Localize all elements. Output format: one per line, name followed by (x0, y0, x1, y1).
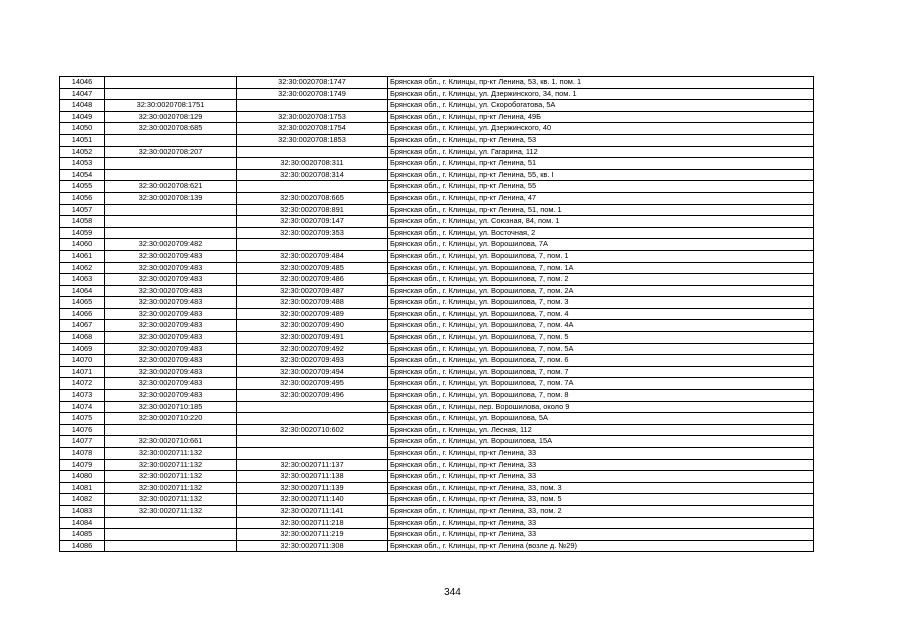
land-cadastral-number-cell (105, 529, 237, 541)
row-number-cell: 14049 (60, 111, 105, 123)
address-cell: Брянская обл., г. Клинцы, ул. Ворошилова, 7, пом. 4 (388, 308, 814, 320)
row-number-cell: 14075 (60, 413, 105, 425)
object-cadastral-number-cell: 32:30:0020711:137 (237, 459, 388, 471)
object-cadastral-number-cell: 32:30:0020709:489 (237, 308, 388, 320)
address-cell: Брянская обл., г. Клинцы, пр-кт Ленина, 47 (388, 192, 814, 204)
address-cell: Брянская обл., г. Клинцы, ул. Ворошилова, 7, пом. 8 (388, 390, 814, 402)
row-number-cell: 14079 (60, 459, 105, 471)
row-number-cell: 14068 (60, 332, 105, 344)
table-row (60, 169, 814, 181)
address-cell: Брянская обл., г. Клинцы, пр-кт Ленина, 55, кв. I (388, 169, 814, 181)
address-cell: Брянская обл., г. Клинцы, пр-кт Ленина, 33, пом. 3 (388, 482, 814, 494)
table-row (60, 320, 814, 332)
address-cell: Брянская обл., г. Клинцы, ул. Гагарина, 112 (388, 146, 814, 158)
address-cell: Брянская обл., г. Клинцы, ул. Ворошилова, 7, пом. 7 (388, 366, 814, 378)
table-row (60, 529, 814, 541)
row-number-cell: 14070 (60, 355, 105, 367)
table-row (60, 413, 814, 425)
object-cadastral-number-cell: 32:30:0020711:218 (237, 517, 388, 529)
land-cadastral-number-cell: 32:30:0020711:132 (105, 482, 237, 494)
row-number-cell: 14064 (60, 285, 105, 297)
object-cadastral-number-cell: 32:30:0020708:314 (237, 169, 388, 181)
address-cell: Брянская обл., г. Клинцы, ул. Дзержинского, 34, пом. 1 (388, 88, 814, 100)
table-row (60, 262, 814, 274)
row-number-cell: 14055 (60, 181, 105, 193)
table-row (60, 517, 814, 529)
land-cadastral-number-cell: 32:30:0020708:207 (105, 146, 237, 158)
land-cadastral-number-cell: 32:30:0020708:129 (105, 111, 237, 123)
row-number-cell: 14065 (60, 297, 105, 309)
address-cell: Брянская обл., г. Клинцы, ул. Ворошилова, 7, пом. 3 (388, 297, 814, 309)
address-cell: Брянская обл., г. Клинцы, пр-кт Ленина, 53 (388, 134, 814, 146)
address-cell: Брянская обл., г. Клинцы, пр-кт Ленина (возле д. №29) (388, 540, 814, 552)
table-row (60, 158, 814, 170)
land-cadastral-number-cell (105, 216, 237, 228)
address-cell: Брянская обл., г. Клинцы, пр-кт Ленина, 55 (388, 181, 814, 193)
object-cadastral-number-cell: 32:30:0020711:138 (237, 471, 388, 483)
row-number-cell: 14072 (60, 378, 105, 390)
table-row (60, 505, 814, 517)
table-row (60, 181, 814, 193)
row-number-cell: 14084 (60, 517, 105, 529)
row-number-cell: 14078 (60, 448, 105, 460)
land-cadastral-number-cell: 32:30:0020710:185 (105, 401, 237, 413)
row-number-cell: 14051 (60, 134, 105, 146)
row-number-cell: 14074 (60, 401, 105, 413)
land-cadastral-number-cell (105, 169, 237, 181)
row-number-cell: 14069 (60, 343, 105, 355)
object-cadastral-number-cell (237, 146, 388, 158)
object-cadastral-number-cell: 32:30:0020709:493 (237, 355, 388, 367)
cadastral-table-body (60, 77, 814, 552)
row-number-cell: 14085 (60, 529, 105, 541)
address-cell: Брянская обл., г. Клинцы, ул. Ворошилова, 7, пом. 1 (388, 250, 814, 262)
land-cadastral-number-cell: 32:30:0020709:483 (105, 366, 237, 378)
land-cadastral-number-cell: 32:30:0020709:483 (105, 378, 237, 390)
object-cadastral-number-cell: 32:30:0020709:496 (237, 390, 388, 402)
row-number-cell: 14048 (60, 100, 105, 112)
object-cadastral-number-cell: 32:30:0020711:308 (237, 540, 388, 552)
table-row (60, 332, 814, 344)
address-cell: Брянская обл., г. Клинцы, ул. Скоробогатова, 5А (388, 100, 814, 112)
address-cell: Брянская обл., г. Клинцы, пр-кт Ленина, 33 (388, 529, 814, 541)
table-row (60, 378, 814, 390)
address-cell: Брянская обл., г. Клинцы, пр-кт Ленина, 53, кв. 1. пом. 1 (388, 77, 814, 89)
table-row (60, 239, 814, 251)
object-cadastral-number-cell (237, 239, 388, 251)
land-cadastral-number-cell: 32:30:0020709:483 (105, 390, 237, 402)
table-row (60, 216, 814, 228)
address-cell: Брянская обл., г. Клинцы, ул. Ворошилова, 7А (388, 239, 814, 251)
object-cadastral-number-cell: 32:30:0020708:1754 (237, 123, 388, 135)
object-cadastral-number-cell (237, 181, 388, 193)
row-number-cell: 14063 (60, 274, 105, 286)
object-cadastral-number-cell: 32:30:0020708:891 (237, 204, 388, 216)
object-cadastral-number-cell: 32:30:0020711:141 (237, 505, 388, 517)
table-row (60, 134, 814, 146)
land-cadastral-number-cell: 32:30:0020709:483 (105, 250, 237, 262)
table-row (60, 343, 814, 355)
row-number-cell: 14050 (60, 123, 105, 135)
land-cadastral-number-cell (105, 134, 237, 146)
row-number-cell: 14077 (60, 436, 105, 448)
table-row (60, 401, 814, 413)
table-row (60, 459, 814, 471)
table-row (60, 355, 814, 367)
object-cadastral-number-cell: 32:30:0020709:147 (237, 216, 388, 228)
table-row (60, 297, 814, 309)
land-cadastral-number-cell: 32:30:0020710:220 (105, 413, 237, 425)
object-cadastral-number-cell: 32:30:0020711:140 (237, 494, 388, 506)
table-row (60, 308, 814, 320)
land-cadastral-number-cell: 32:30:0020711:132 (105, 471, 237, 483)
land-cadastral-number-cell: 32:30:0020711:132 (105, 494, 237, 506)
land-cadastral-number-cell: 32:30:0020711:132 (105, 459, 237, 471)
address-cell: Брянская обл., г. Клинцы, ул. Ворошилова, 5А (388, 413, 814, 425)
object-cadastral-number-cell: 32:30:0020709:490 (237, 320, 388, 332)
address-cell: Брянская обл., г. Клинцы, ул. Лесная, 112 (388, 424, 814, 436)
address-cell: Брянская обл., г. Клинцы, ул. Ворошилова, 7, пом. 5А (388, 343, 814, 355)
table-row (60, 366, 814, 378)
address-cell: Брянская обл., г. Клинцы, ул. Ворошилова, 7, пом. 2 (388, 274, 814, 286)
land-cadastral-number-cell: 32:30:0020709:483 (105, 320, 237, 332)
object-cadastral-number-cell: 32:30:0020710:602 (237, 424, 388, 436)
land-cadastral-number-cell: 32:30:0020709:483 (105, 274, 237, 286)
land-cadastral-number-cell: 32:30:0020711:132 (105, 505, 237, 517)
table-row (60, 88, 814, 100)
address-cell: Брянская обл., г. Клинцы, ул. Восточная, 2 (388, 227, 814, 239)
address-cell: Брянская обл., г. Клинцы, пр-кт Ленина, 33 (388, 459, 814, 471)
row-number-cell: 14054 (60, 169, 105, 181)
land-cadastral-number-cell: 32:30:0020709:483 (105, 355, 237, 367)
address-cell: Брянская обл., г. Клинцы, пр-кт Ленина, 49Б (388, 111, 814, 123)
object-cadastral-number-cell: 32:30:0020709:494 (237, 366, 388, 378)
address-cell: Брянская обл., г. Клинцы, ул. Ворошилова, 7, пом. 6 (388, 355, 814, 367)
table-row (60, 123, 814, 135)
row-number-cell: 14060 (60, 239, 105, 251)
object-cadastral-number-cell (237, 413, 388, 425)
object-cadastral-number-cell: 32:30:0020708:1749 (237, 88, 388, 100)
row-number-cell: 14046 (60, 77, 105, 89)
land-cadastral-number-cell (105, 204, 237, 216)
object-cadastral-number-cell: 32:30:0020709:492 (237, 343, 388, 355)
table-row (60, 436, 814, 448)
object-cadastral-number-cell: 32:30:0020711:219 (237, 529, 388, 541)
object-cadastral-number-cell: 32:30:0020711:139 (237, 482, 388, 494)
address-cell: Брянская обл., г. Клинцы, ул. Ворошилова, 15А (388, 436, 814, 448)
table-row (60, 192, 814, 204)
address-cell: Брянская обл., г. Клинцы, ул. Дзержинского, 40 (388, 123, 814, 135)
object-cadastral-number-cell: 32:30:0020708:665 (237, 192, 388, 204)
table-row (60, 250, 814, 262)
table-row (60, 494, 814, 506)
address-cell: Брянская обл., г. Клинцы, пр-кт Ленина, 33, пом. 2 (388, 505, 814, 517)
land-cadastral-number-cell: 32:30:0020711:132 (105, 448, 237, 460)
object-cadastral-number-cell: 32:30:0020708:311 (237, 158, 388, 170)
object-cadastral-number-cell: 32:30:0020709:491 (237, 332, 388, 344)
land-cadastral-number-cell: 32:30:0020709:483 (105, 297, 237, 309)
land-cadastral-number-cell: 32:30:0020708:139 (105, 192, 237, 204)
land-cadastral-number-cell: 32:30:0020709:483 (105, 343, 237, 355)
land-cadastral-number-cell: 32:30:0020709:483 (105, 332, 237, 344)
object-cadastral-number-cell: 32:30:0020708:1853 (237, 134, 388, 146)
land-cadastral-number-cell (105, 424, 237, 436)
table-row (60, 390, 814, 402)
object-cadastral-number-cell: 32:30:0020709:484 (237, 250, 388, 262)
object-cadastral-number-cell (237, 448, 388, 460)
land-cadastral-number-cell: 32:30:0020708:685 (105, 123, 237, 135)
object-cadastral-number-cell (237, 100, 388, 112)
address-cell: Брянская обл., г. Клинцы, пер. Ворошилова, около 9 (388, 401, 814, 413)
land-cadastral-number-cell (105, 158, 237, 170)
row-number-cell: 14061 (60, 250, 105, 262)
row-number-cell: 14076 (60, 424, 105, 436)
table-row (60, 111, 814, 123)
land-cadastral-number-cell (105, 77, 237, 89)
address-cell: Брянская обл., г. Клинцы, ул. Ворошилова, 7, пом. 7А (388, 378, 814, 390)
row-number-cell: 14073 (60, 390, 105, 402)
land-cadastral-number-cell (105, 227, 237, 239)
table-row (60, 274, 814, 286)
object-cadastral-number-cell: 32:30:0020708:1747 (237, 77, 388, 89)
table-row (60, 77, 814, 89)
row-number-cell: 14062 (60, 262, 105, 274)
row-number-cell: 14067 (60, 320, 105, 332)
land-cadastral-number-cell: 32:30:0020710:661 (105, 436, 237, 448)
table-row (60, 204, 814, 216)
address-cell: Брянская обл., г. Клинцы, пр-кт Ленина, 33 (388, 471, 814, 483)
cadastral-table (59, 76, 814, 552)
row-number-cell: 14081 (60, 482, 105, 494)
land-cadastral-number-cell (105, 88, 237, 100)
land-cadastral-number-cell (105, 540, 237, 552)
table-row (60, 482, 814, 494)
row-number-cell: 14052 (60, 146, 105, 158)
row-number-cell: 14053 (60, 158, 105, 170)
table-row (60, 100, 814, 112)
address-cell: Брянская обл., г. Клинцы, ул. Ворошилова, 7, пом. 5 (388, 332, 814, 344)
land-cadastral-number-cell (105, 517, 237, 529)
address-cell: Брянская обл., г. Клинцы, пр-кт Ленина, 51 (388, 158, 814, 170)
object-cadastral-number-cell: 32:30:0020709:488 (237, 297, 388, 309)
table-row (60, 285, 814, 297)
object-cadastral-number-cell (237, 401, 388, 413)
object-cadastral-number-cell: 32:30:0020709:353 (237, 227, 388, 239)
object-cadastral-number-cell: 32:30:0020708:1753 (237, 111, 388, 123)
land-cadastral-number-cell: 32:30:0020708:621 (105, 181, 237, 193)
row-number-cell: 14083 (60, 505, 105, 517)
land-cadastral-number-cell: 32:30:0020709:483 (105, 285, 237, 297)
address-cell: Брянская обл., г. Клинцы, пр-кт Ленина, 33, пом. 5 (388, 494, 814, 506)
row-number-cell: 14059 (60, 227, 105, 239)
address-cell: Брянская обл., г. Клинцы, пр-кт Ленина, 51, пом. 1 (388, 204, 814, 216)
land-cadastral-number-cell: 32:30:0020709:483 (105, 262, 237, 274)
table-row (60, 540, 814, 552)
object-cadastral-number-cell: 32:30:0020709:486 (237, 274, 388, 286)
table-row (60, 146, 814, 158)
object-cadastral-number-cell (237, 436, 388, 448)
row-number-cell: 14071 (60, 366, 105, 378)
address-cell: Брянская обл., г. Клинцы, ул. Ворошилова, 7, пом. 1А (388, 262, 814, 274)
land-cadastral-number-cell: 32:30:0020708:1751 (105, 100, 237, 112)
page-number: 344 (444, 587, 461, 598)
object-cadastral-number-cell: 32:30:0020709:487 (237, 285, 388, 297)
row-number-cell: 14080 (60, 471, 105, 483)
row-number-cell: 14056 (60, 192, 105, 204)
row-number-cell: 14082 (60, 494, 105, 506)
row-number-cell: 14058 (60, 216, 105, 228)
object-cadastral-number-cell: 32:30:0020709:485 (237, 262, 388, 274)
row-number-cell: 14086 (60, 540, 105, 552)
table-row (60, 227, 814, 239)
address-cell: Брянская обл., г. Клинцы, ул. Союзная, 84, пом. 1 (388, 216, 814, 228)
address-cell: Брянская обл., г. Клинцы, ул. Ворошилова, 7, пом. 2А (388, 285, 814, 297)
table-row (60, 471, 814, 483)
address-cell: Брянская обл., г. Клинцы, ул. Ворошилова, 7, пом. 4А (388, 320, 814, 332)
table-row (60, 424, 814, 436)
address-cell: Брянская обл., г. Клинцы, пр-кт Ленина, 33 (388, 517, 814, 529)
object-cadastral-number-cell: 32:30:0020709:495 (237, 378, 388, 390)
row-number-cell: 14047 (60, 88, 105, 100)
land-cadastral-number-cell: 32:30:0020709:483 (105, 308, 237, 320)
address-cell: Брянская обл., г. Клинцы, пр-кт Ленина, 33 (388, 448, 814, 460)
row-number-cell: 14066 (60, 308, 105, 320)
row-number-cell: 14057 (60, 204, 105, 216)
table-row (60, 448, 814, 460)
land-cadastral-number-cell: 32:30:0020709:482 (105, 239, 237, 251)
